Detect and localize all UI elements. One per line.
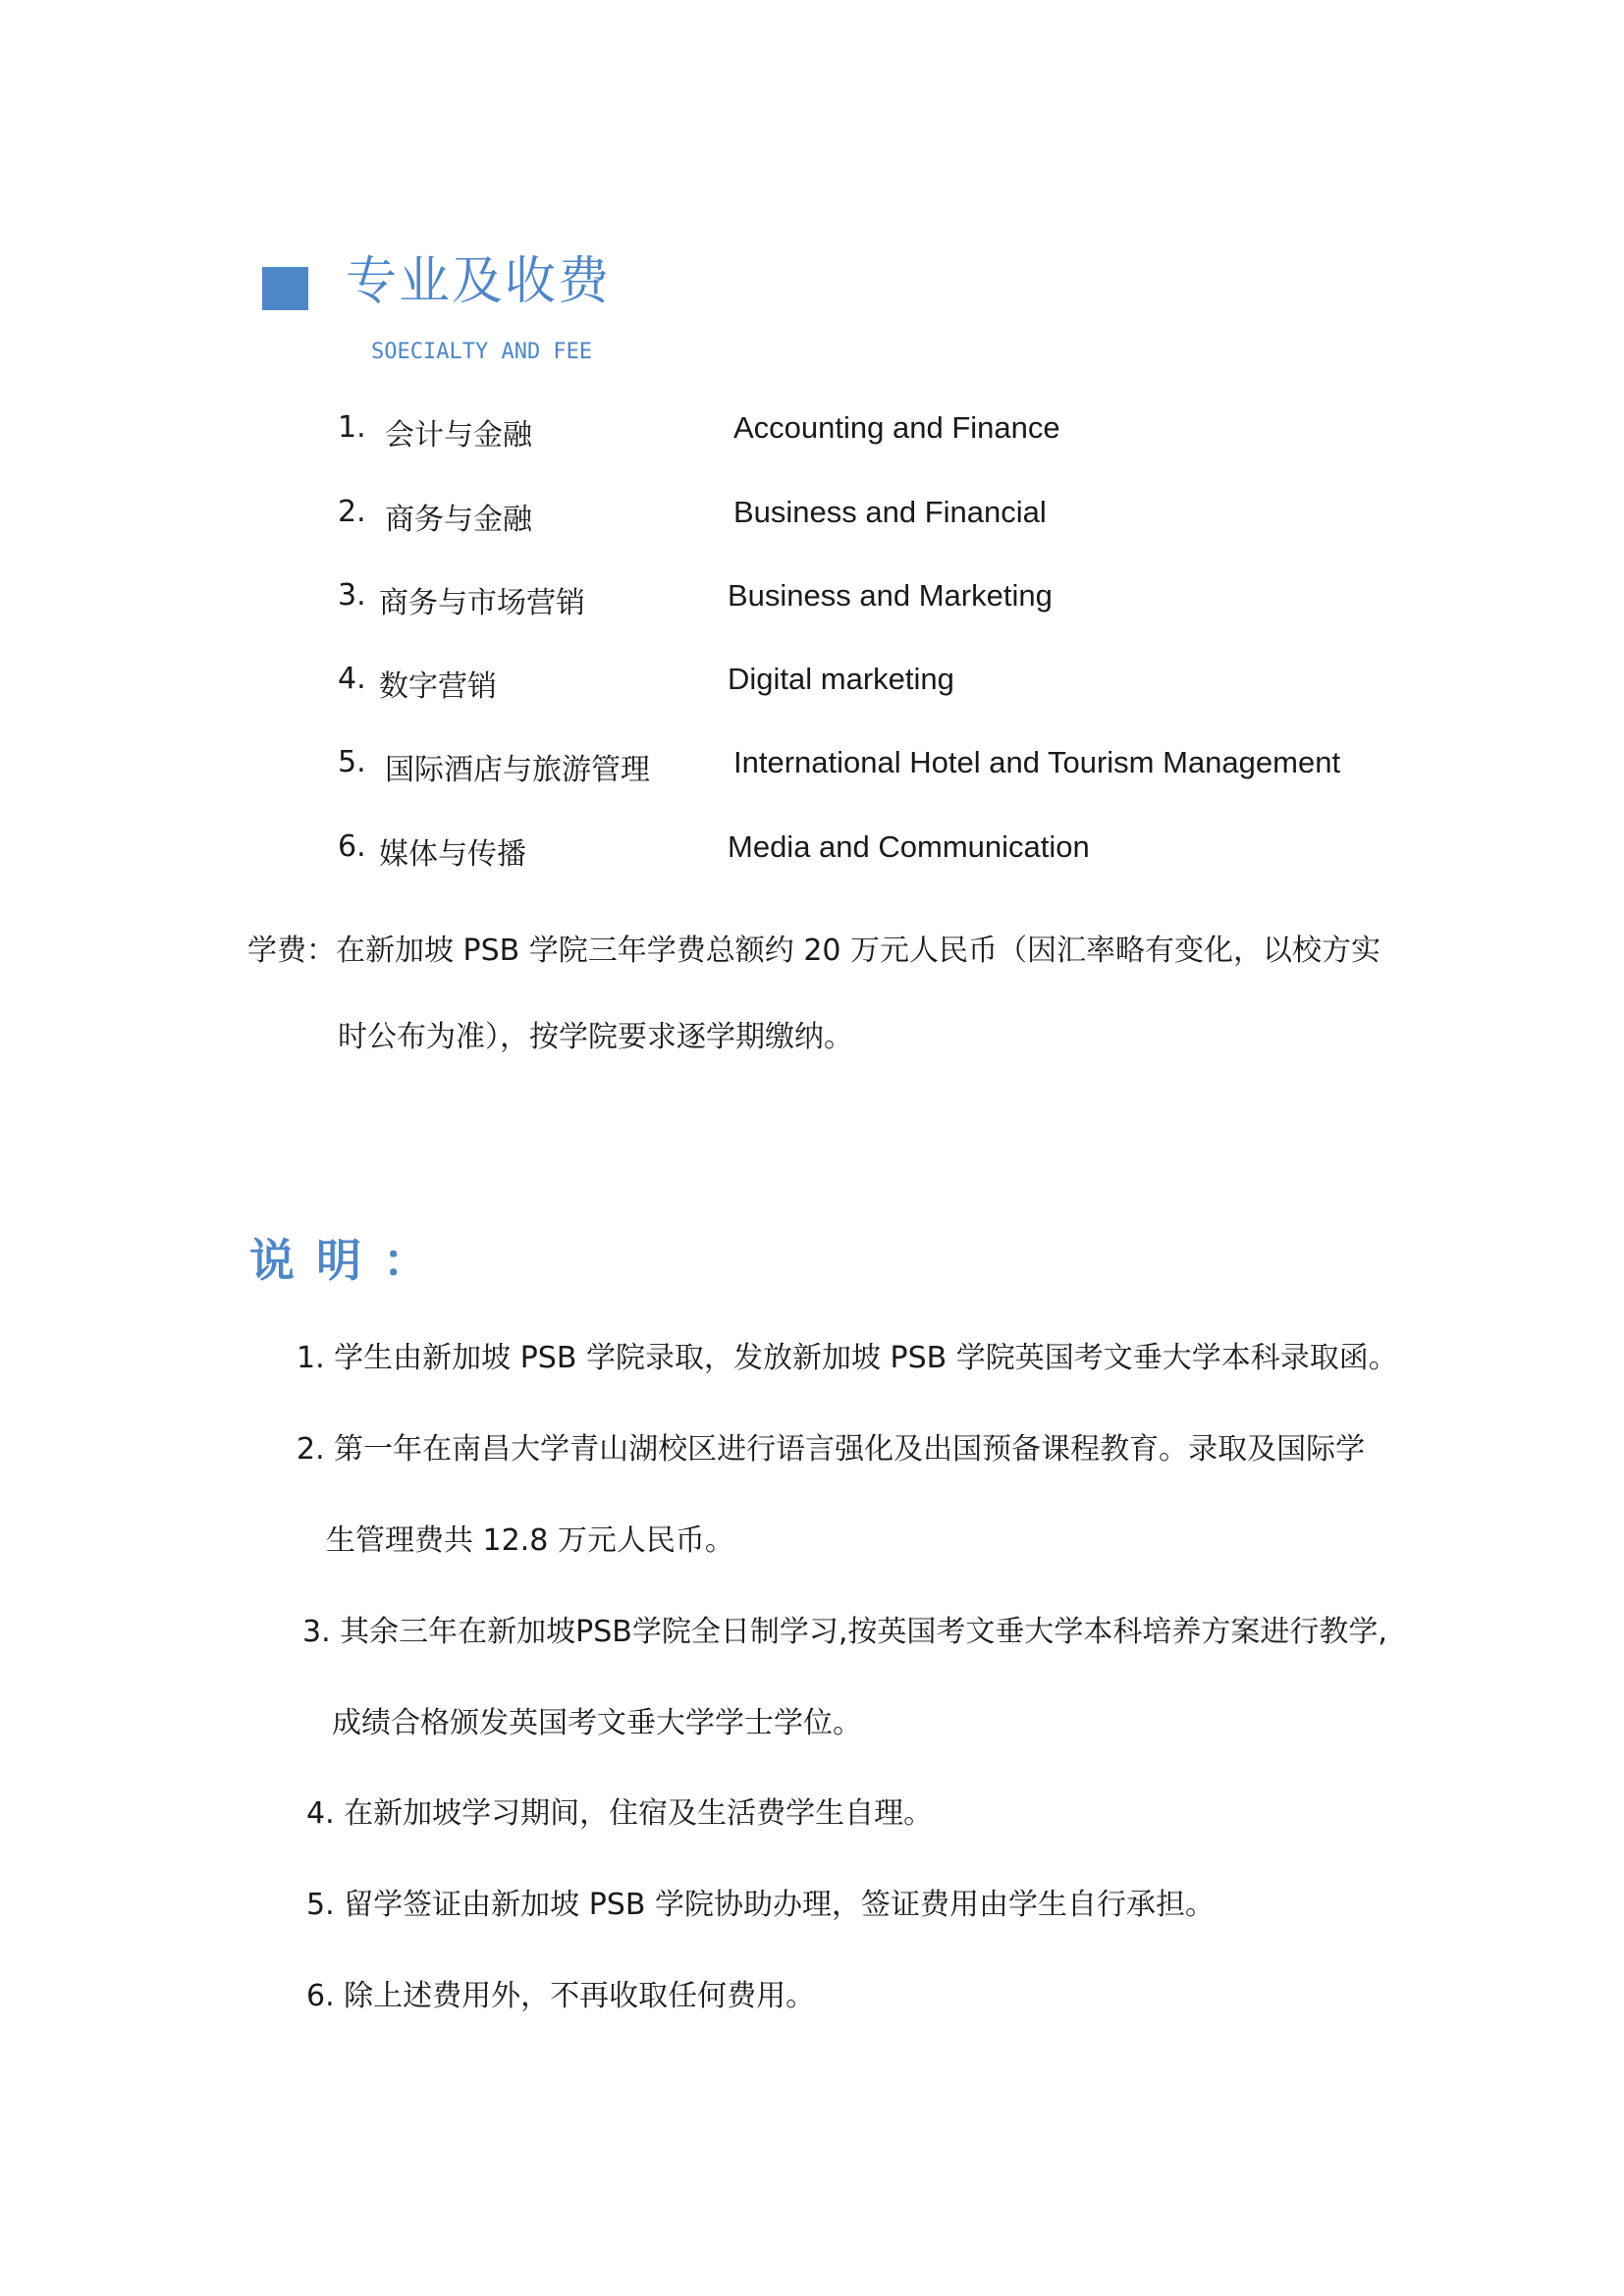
major-item — [0, 410, 1624, 459]
major-number: 5. — [338, 745, 366, 779]
major-number: 6. — [338, 829, 366, 864]
major-name-cn: 国际酒店与旅游管理 — [385, 753, 650, 787]
note-item-2-continued: 生管理费共 12.8 万元人民币。 — [326, 1523, 734, 1558]
major-item — [0, 662, 1624, 711]
major-name-en: Accounting and Finance — [733, 410, 1060, 445]
major-item — [0, 829, 1624, 879]
major-name-cn: 商务与市场营销 — [379, 586, 585, 620]
major-name-cn: 媒体与传播 — [379, 837, 526, 872]
major-item — [0, 578, 1624, 627]
major-name-en: Business and Marketing — [728, 578, 1053, 613]
major-name-cn: 数字营销 — [379, 669, 497, 704]
note-item-4: 4. 在新加坡学习期间，住宿及生活费学生自理。 — [306, 1796, 934, 1831]
major-name-en: Business and Financial — [733, 495, 1047, 529]
note-item-3: 3. 其余三年在新加坡PSB学院全日制学习,按英国考文垂大学本科培养方案进行教学, — [302, 1615, 1387, 1649]
major-name-en: International Hotel and Tourism Management — [733, 745, 1341, 779]
note-item-3-continued: 成绩合格颁发英国考文垂大学学士学位。 — [332, 1706, 862, 1740]
major-item — [0, 495, 1624, 544]
section-subtitle: SOECIALTY AND FEE — [371, 340, 593, 364]
major-number: 1. — [338, 410, 366, 445]
major-number: 3. — [338, 578, 366, 613]
major-name-en: Media and Communication — [728, 829, 1090, 864]
note-item-2: 2. 第一年在南昌大学青山湖校区进行语言强化及出国预备课程教育。录取及国际学 — [297, 1432, 1366, 1467]
note-item-1: 1. 学生由新加坡 PSB 学院录取，发放新加坡 PSB 学院英国考文垂大学本科录取函。 — [297, 1341, 1398, 1375]
tuition-line-2: 时公布为准），按学院要求逐学期缴纳。 — [338, 1020, 853, 1054]
notes-heading: 说明： — [249, 1234, 450, 1287]
major-name-cn: 会计与金融 — [385, 418, 532, 453]
major-number: 2. — [338, 495, 366, 529]
major-number: 4. — [338, 662, 366, 696]
major-item — [0, 745, 1624, 794]
note-item-6: 6. 除上述费用外，不再收取任何费用。 — [306, 1979, 816, 2013]
tuition-line-1: 学费：在新加坡 PSB 学院三年学费总额约 20 万元人民币（因汇率略有变化，以校方实 — [247, 934, 1381, 968]
note-item-5: 5. 留学签证由新加坡 PSB 学院协助办理，签证费用由学生自行承担。 — [306, 1888, 1215, 1922]
section-marker-square — [262, 267, 308, 310]
major-name-en: Digital marketing — [728, 662, 954, 696]
section-title: 专业及收费 — [346, 252, 612, 311]
major-name-cn: 商务与金融 — [385, 503, 532, 537]
